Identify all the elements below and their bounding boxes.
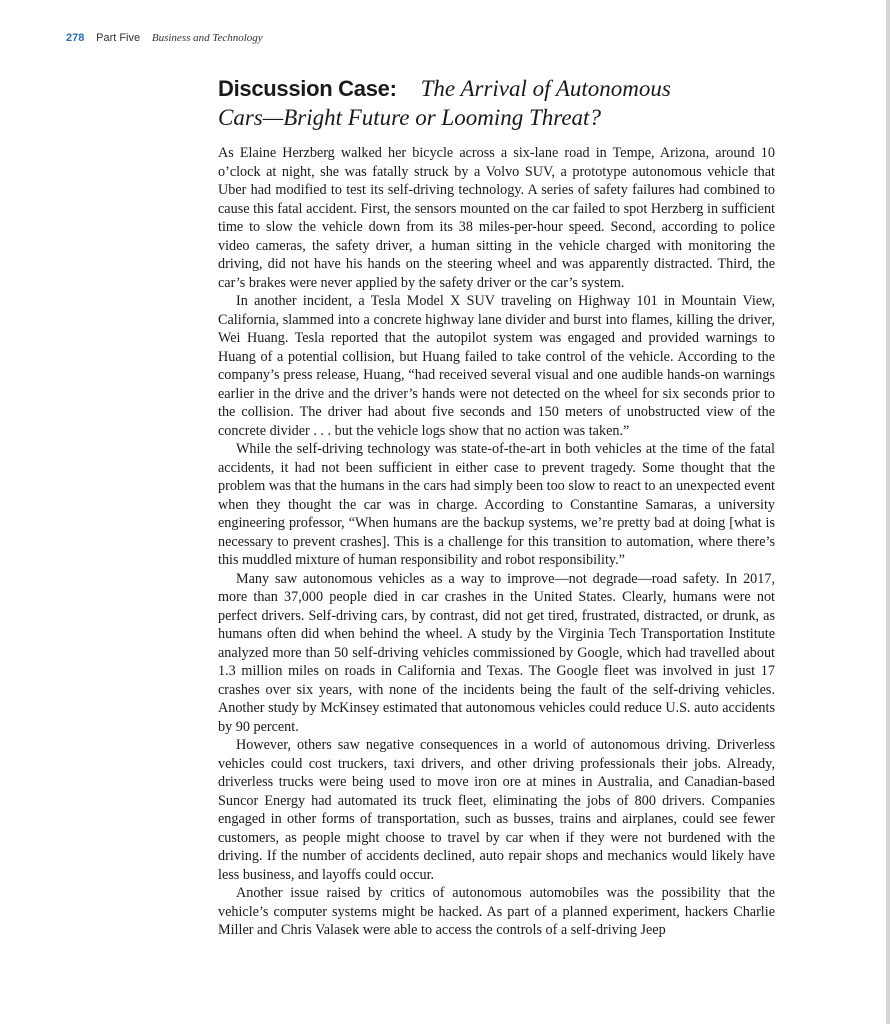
paragraph: Many saw autonomous vehicles as a way to improve—not degrade—road safety. In 2017, more than 37,000 people died in car crashes in the United States. Clearly, humans were not perfect drivers. Self-driving cars, by contrast, did not get tired, frustrated, distracted, or drunk, as humans often did when behind the wheel. A study by the Virginia Tech Transportation Institute analyzed more than 50 self-driving vehicles commissioned by Google, which had travelled about 1.3 million miles on roads in California and Texas. The Google fleet was involved in just 17 crashes over six years, with none of the incidents being the fault of the self-driving vehicles. Another study by McKinsey estimated that autonomous vehicles could reduce U.S. auto accidents by 90 percent. — [218, 570, 775, 735]
case-body — [218, 144, 775, 940]
paragraph: In another incident, a Tesla Model X SUV traveling on Highway 101 in Mountain View, California, slammed into a concrete highway lane divider and burst into flames, killing the driver, Wei Huang. Tesla reported that the autopilot system was engaged and provided warnings to Huang of a potential collision, but Huang failed to take control of the vehicle. According to the company’s press release, Huang, “had received several visual and one audible hands-on warnings earlier in the drive and the driver’s hands were not detected on the wheel for six seconds prior to the collision. The driver had about five seconds and 150 meters of unobstructed view of the concrete divider . . . but the vehicle logs show that no action was taken.” — [218, 293, 775, 439]
part-label: Part Five — [96, 32, 141, 44]
case-title-line-2: Cars—Bright Future or Looming Threat? — [218, 105, 601, 130]
case-label: Discussion Case: — [218, 76, 397, 101]
page-number: 278 — [66, 32, 85, 44]
part-title: Business and Technology — [151, 32, 263, 44]
case-heading — [218, 74, 778, 132]
paragraph: While the self-driving technology was state-of-the-art in both vehicles at the time of the fatal accidents, it had not been sufficient in either case to prevent tragedy. Some thought that the problem was that the humans in the cars had simply been too slow to react to an unexpected event when they thought the car was in charge. According to Constantine Samaras, a university engineering professor, “When humans are the backup systems, we’re pretty bad at doing [what is necessary to prevent crashes]. This is a challenge for this transition to automation, where there’s this muddled mixture of human responsibility and robot responsibility.” — [218, 441, 775, 568]
paragraph: Another issue raised by critics of autonomous automobiles was the possibility that the vehicle’s computer systems might be hacked. As part of a planned experiment, hackers Charlie Miller and Chris Valasek were able to access the controls of a self-driving Jeep — [218, 885, 775, 938]
paragraph: As Elaine Herzberg walked her bicycle across a six-lane road in Tempe, Arizona, around 10 o’clock at night, she was fatally struck by a Volvo SUV, a prototype autonomous vehicle that Uber had modified to test its self-driving technology. A series of safety failures had combined to cause this fatal accident. First, the sensors mounted on the car failed to spot Herzberg in sufficient time to slow the vehicle down from its 38 miles-per-hour speed. Second, according to police video cameras, the safety driver, a human sitting in the vehicle charged with monitoring the driving, did not have his hands on the steering wheel and was apparently distracted. Third, the car’s brakes were never applied by the safety driver or the car’s system. — [218, 145, 775, 291]
heading-line-2 — [218, 103, 778, 132]
running-header — [66, 30, 263, 46]
paragraph: However, others saw negative consequences in a world of autonomous driving. Driverless vehicles could cost truckers, taxi drivers, and other driving professionals their jobs. Already, driverless trucks were being used to move iron ore at mines in Australia, and Canadian-based Suncor Energy had automated its truck fleet, eliminating the jobs of 800 drivers. Companies engaged in other forms of transportation, such as busses, trains and airplanes, could see fewer customers, as people might choose to travel by car when if they were not burdened with the driving. If the number of accidents declined, auto repair shops and mechanics would likely have less business, and layoffs could occur. — [218, 737, 775, 883]
heading-line-1 — [218, 74, 778, 103]
case-title-line-1: The Arrival of Autonomous — [420, 76, 671, 101]
